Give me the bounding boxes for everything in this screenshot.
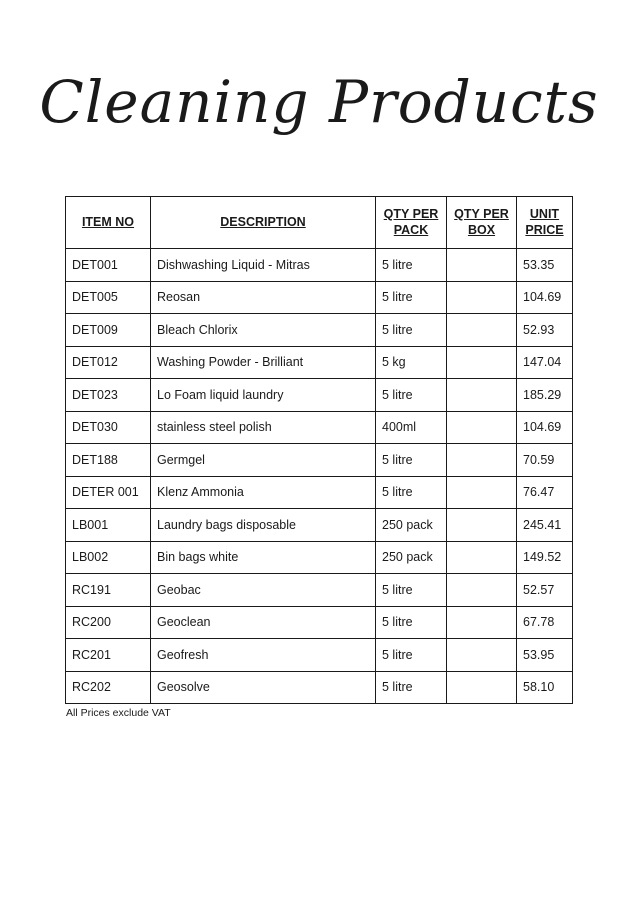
cell-unit-price: 104.69 [517, 411, 573, 444]
cell-qty-per-pack: 5 litre [376, 281, 447, 314]
cell-qty-per-pack: 5 litre [376, 671, 447, 704]
cell-qty-per-box [447, 476, 517, 509]
cell-qty-per-box [447, 346, 517, 379]
table-row [66, 671, 573, 704]
cell-qty-per-box [447, 606, 517, 639]
cell-qty-per-pack: 5 litre [376, 476, 447, 509]
cell-item-no: LB002 [66, 541, 151, 574]
cell-description: Germgel [151, 444, 376, 477]
vat-footnote: All Prices exclude VAT [66, 707, 171, 719]
cell-unit-price: 245.41 [517, 509, 573, 542]
header-unit-price: UNIT PRICE [517, 197, 573, 249]
products-table [65, 196, 573, 704]
table-header-row [66, 197, 573, 249]
cell-qty-per-box [447, 574, 517, 607]
header-qty-per-pack: QTY PER PACK [376, 197, 447, 249]
cell-item-no: DETER 001 [66, 476, 151, 509]
page-title: Cleaning Products [39, 68, 599, 136]
table-row [66, 281, 573, 314]
cell-qty-per-pack: 5 litre [376, 379, 447, 412]
cell-description: Bin bags white [151, 541, 376, 574]
cell-qty-per-box [447, 411, 517, 444]
cell-qty-per-box [447, 379, 517, 412]
cell-qty-per-pack: 250 pack [376, 509, 447, 542]
cell-description: Lo Foam liquid laundry [151, 379, 376, 412]
cell-item-no: RC191 [66, 574, 151, 607]
cell-unit-price: 147.04 [517, 346, 573, 379]
cell-qty-per-pack: 5 kg [376, 346, 447, 379]
table-row [66, 639, 573, 672]
cell-item-no: DET009 [66, 314, 151, 347]
table-row [66, 541, 573, 574]
cell-description: Washing Powder - Brilliant [151, 346, 376, 379]
cell-item-no: RC200 [66, 606, 151, 639]
cell-description: Klenz Ammonia [151, 476, 376, 509]
cell-description: Geosolve [151, 671, 376, 704]
cell-description: Geoclean [151, 606, 376, 639]
cell-qty-per-pack: 5 litre [376, 574, 447, 607]
cell-unit-price: 70.59 [517, 444, 573, 477]
cell-qty-per-pack: 5 litre [376, 606, 447, 639]
cell-item-no: LB001 [66, 509, 151, 542]
cell-qty-per-box [447, 281, 517, 314]
cell-unit-price: 76.47 [517, 476, 573, 509]
cell-description: Laundry bags disposable [151, 509, 376, 542]
cell-item-no: DET030 [66, 411, 151, 444]
cell-description: Reosan [151, 281, 376, 314]
cell-unit-price: 104.69 [517, 281, 573, 314]
cell-item-no: DET188 [66, 444, 151, 477]
header-qty-per-box: QTY PER BOX [447, 197, 517, 249]
table-row [66, 346, 573, 379]
cell-qty-per-pack: 5 litre [376, 314, 447, 347]
cell-unit-price: 67.78 [517, 606, 573, 639]
cell-unit-price: 149.52 [517, 541, 573, 574]
cell-description: stainless steel polish [151, 411, 376, 444]
cell-unit-price: 52.93 [517, 314, 573, 347]
cell-qty-per-pack: 5 litre [376, 639, 447, 672]
header-item-no: ITEM NO [66, 197, 151, 249]
table-row [66, 444, 573, 477]
table-row [66, 606, 573, 639]
cell-item-no: RC201 [66, 639, 151, 672]
cell-description: Dishwashing Liquid - Mitras [151, 249, 376, 282]
cell-qty-per-box [447, 314, 517, 347]
cell-item-no: DET023 [66, 379, 151, 412]
cell-qty-per-box [447, 639, 517, 672]
cell-unit-price: 185.29 [517, 379, 573, 412]
cell-item-no: DET001 [66, 249, 151, 282]
cell-item-no: RC202 [66, 671, 151, 704]
cell-qty-per-pack: 250 pack [376, 541, 447, 574]
table-row [66, 476, 573, 509]
cell-qty-per-box [447, 541, 517, 574]
cell-item-no: DET005 [66, 281, 151, 314]
cell-unit-price: 53.35 [517, 249, 573, 282]
table-row [66, 314, 573, 347]
cell-qty-per-box [447, 444, 517, 477]
cell-qty-per-pack: 5 litre [376, 444, 447, 477]
cell-qty-per-box [447, 509, 517, 542]
cell-unit-price: 52.57 [517, 574, 573, 607]
table-row [66, 509, 573, 542]
cell-qty-per-pack: 5 litre [376, 249, 447, 282]
cell-qty-per-box [447, 249, 517, 282]
cell-qty-per-pack: 400ml [376, 411, 447, 444]
cell-unit-price: 53.95 [517, 639, 573, 672]
table-row [66, 379, 573, 412]
table-row [66, 411, 573, 444]
header-description: DESCRIPTION [151, 197, 376, 249]
cell-description: Geobac [151, 574, 376, 607]
table-row [66, 249, 573, 282]
cell-description: Geofresh [151, 639, 376, 672]
cell-unit-price: 58.10 [517, 671, 573, 704]
table-row [66, 574, 573, 607]
cell-qty-per-box [447, 671, 517, 704]
cell-item-no: DET012 [66, 346, 151, 379]
cell-description: Bleach Chlorix [151, 314, 376, 347]
